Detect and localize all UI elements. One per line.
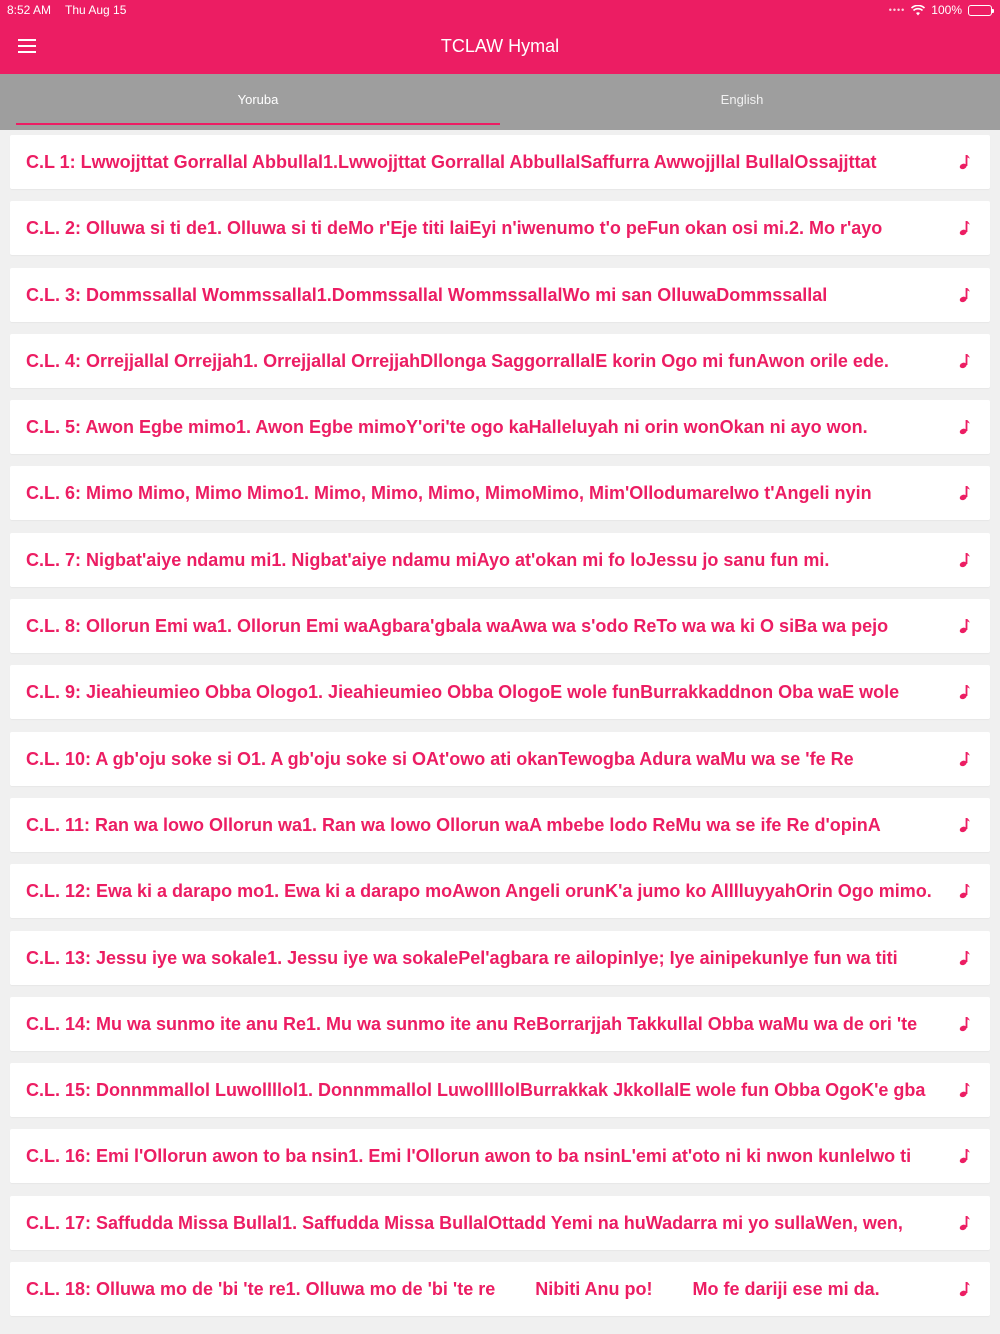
hymn-list-item[interactable] — [10, 997, 990, 1051]
music-note-icon[interactable] — [958, 684, 970, 700]
hymn-title: C.L. 5: Awon Egbe mimo1. Awon Egbe mimoY'ori'te ogo kaHalleluyah ni orin wonOkan ni ayo won. — [26, 417, 868, 438]
music-note-icon[interactable] — [958, 1016, 970, 1032]
battery-percentage: 100% — [931, 3, 962, 17]
music-note-icon[interactable] — [958, 751, 970, 767]
music-note-icon[interactable] — [958, 353, 970, 369]
status-time: 8:52 AM — [7, 3, 52, 17]
hymn-title: C.L 1: Lwwojjttat Gorrallal Abbullal1.Lwwojjttat Gorrallal AbbullalSaffurra Awwojjllal BullalOssajjttat — [26, 152, 877, 172]
hymn-list-item[interactable] — [10, 201, 990, 255]
music-note-icon[interactable] — [958, 552, 970, 568]
hymn-list-item[interactable] — [10, 798, 990, 852]
tab-english[interactable]: English — [720, 92, 764, 107]
music-note-icon[interactable] — [958, 817, 970, 833]
music-note-icon[interactable] — [958, 287, 970, 303]
status-date: Thu Aug 15 — [65, 3, 127, 17]
hymn-list-item[interactable] — [10, 599, 990, 653]
hymn-title: C.L. 14: Mu wa sunmo ite anu Re1. Mu wa sunmo ite anu ReBorrarjjah Takkullal Obba waMu wa de ori 'te — [26, 1013, 918, 1034]
hymn-title: C.L. 13: Jessu iye wa sokale1. Jessu iye wa sokalePel'agbara re ailopinIye; Iye ainipekunIye fun wa titi — [26, 947, 898, 968]
hymn-list-item[interactable] — [10, 135, 990, 189]
hymn-list-item[interactable] — [10, 466, 990, 520]
hymn-list-item[interactable] — [10, 665, 990, 719]
music-note-icon[interactable] — [958, 1215, 970, 1231]
hymn-list-item[interactable] — [10, 1129, 990, 1183]
hymn-title: C.L. 4: Orrejjallal Orrejjah1. Orrejjallal OrrejjahDllonga SaggorrallalE korin Ogo mi funAwon orile ede. — [26, 350, 889, 371]
selected-tab-indicator — [16, 123, 500, 125]
hymn-title: C.L. 17: Saffudda Missa Bullal1. Saffudda Missa BullalOttadd Yemi na huWadarra mi yo sullaWen, wen, — [26, 1212, 903, 1233]
signal-icon: •••• — [888, 5, 906, 15]
music-note-icon[interactable] — [958, 883, 970, 899]
hymn-title: C.L. 12: Ewa ki a darapo mo1. Ewa ki a darapo moAwon Angeli orunK'a jumo ko AlllluyyahOrin Ogo mimo. — [26, 881, 932, 902]
hymn-list-item[interactable] — [10, 864, 990, 918]
hymn-title: C.L. 16: Emi l'Ollorun awon to ba nsin1. Emi l'Ollorun awon to ba nsinL'emi at'oto ni ki nwon kunleIwo ti — [26, 1146, 912, 1167]
music-note-icon[interactable] — [958, 950, 970, 966]
music-note-icon[interactable] — [958, 485, 970, 501]
hymn-list — [10, 135, 990, 1328]
hymn-title: C.L. 7: Nigbat'aiye ndamu mi1. Nigbat'aiye ndamu miAyo at'okan mi fo loJessu jo sanu fun mi. — [26, 549, 830, 570]
wifi-icon — [911, 5, 925, 16]
hymn-title: C.L. 15: Donnmmallol Luwollllol1. Donnmmallol LuwollllolBurrakkak JkkollalE wole fun Obba OgoK'e gba — [26, 1080, 926, 1101]
hymn-list-item[interactable] — [10, 334, 990, 388]
hymn-list-item[interactable] — [10, 1196, 990, 1250]
music-note-icon[interactable] — [958, 618, 970, 634]
status-indicators — [889, 3, 992, 17]
hymn-title: C.L. 8: Ollorun Emi wa1. Ollorun Emi waAgbara'gbala waAwa wa s'odo ReTo wa wa ki O siBa wa pejo — [26, 616, 889, 637]
hymn-title: C.L. 18: Olluwa mo de 'bi 'te re1. Olluwa mo de 'bi 'te re Nibiti Anu po! Mo fe dariji ese mi da. — [26, 1279, 880, 1300]
hymn-list-item[interactable] — [10, 268, 990, 322]
music-note-icon[interactable] — [958, 154, 970, 170]
hymn-list-item[interactable] — [10, 732, 990, 786]
music-note-icon[interactable] — [958, 1082, 970, 1098]
tab-yoruba[interactable]: Yoruba — [237, 92, 279, 107]
app-title: TCLAW Hymal — [440, 36, 560, 56]
hymn-list-item[interactable] — [10, 533, 990, 587]
music-note-icon[interactable] — [958, 220, 970, 236]
music-note-icon[interactable] — [958, 1281, 970, 1297]
hymn-list-item[interactable] — [10, 1262, 990, 1316]
hymn-list-item[interactable] — [10, 931, 990, 985]
hymn-title: C.L. 9: Jieahieumieo Obba Ologo1. Jieahieumieo Obba OlogoE wole funBurrakkaddnon Oba waE wole — [26, 682, 900, 703]
hymn-list-item[interactable] — [10, 400, 990, 454]
status-bar — [0, 0, 1000, 22]
battery-icon — [968, 5, 992, 16]
hymn-title: C.L. 11: Ran wa lowo Ollorun wa1. Ran wa lowo Ollorun waA mbebe lodo ReMu wa se ife Re d'opinA — [26, 814, 881, 835]
app-header — [0, 0, 1000, 74]
hymn-title: C.L. 6: Mimo Mimo, Mimo Mimo1. Mimo, Mimo, Mimo, MimoMimo, Mim'OllodumareIwo t'Angeli nyin — [26, 483, 872, 504]
tab-bar — [0, 74, 1000, 130]
music-note-icon[interactable] — [958, 419, 970, 435]
hymn-title: C.L. 10: A gb'oju soke si O1. A gb'oju soke si OAt'owo ati okanTewogba Adura waMu wa se 'fe Re — [26, 748, 854, 769]
hymn-title: C.L. 2: Olluwa si ti de1. Olluwa si ti deMo r'Eje titi laiEyi n'iwenumo t'o peFun okan osi mi.2. Mo r'ayo — [26, 218, 883, 239]
hymn-title: C.L. 3: Dommssallal Wommssallal1.Dommssallal WommssallalWo mi san OlluwaDommssallal — [26, 284, 828, 305]
music-note-icon[interactable] — [958, 1148, 970, 1164]
hymn-list-item[interactable] — [10, 1063, 990, 1117]
